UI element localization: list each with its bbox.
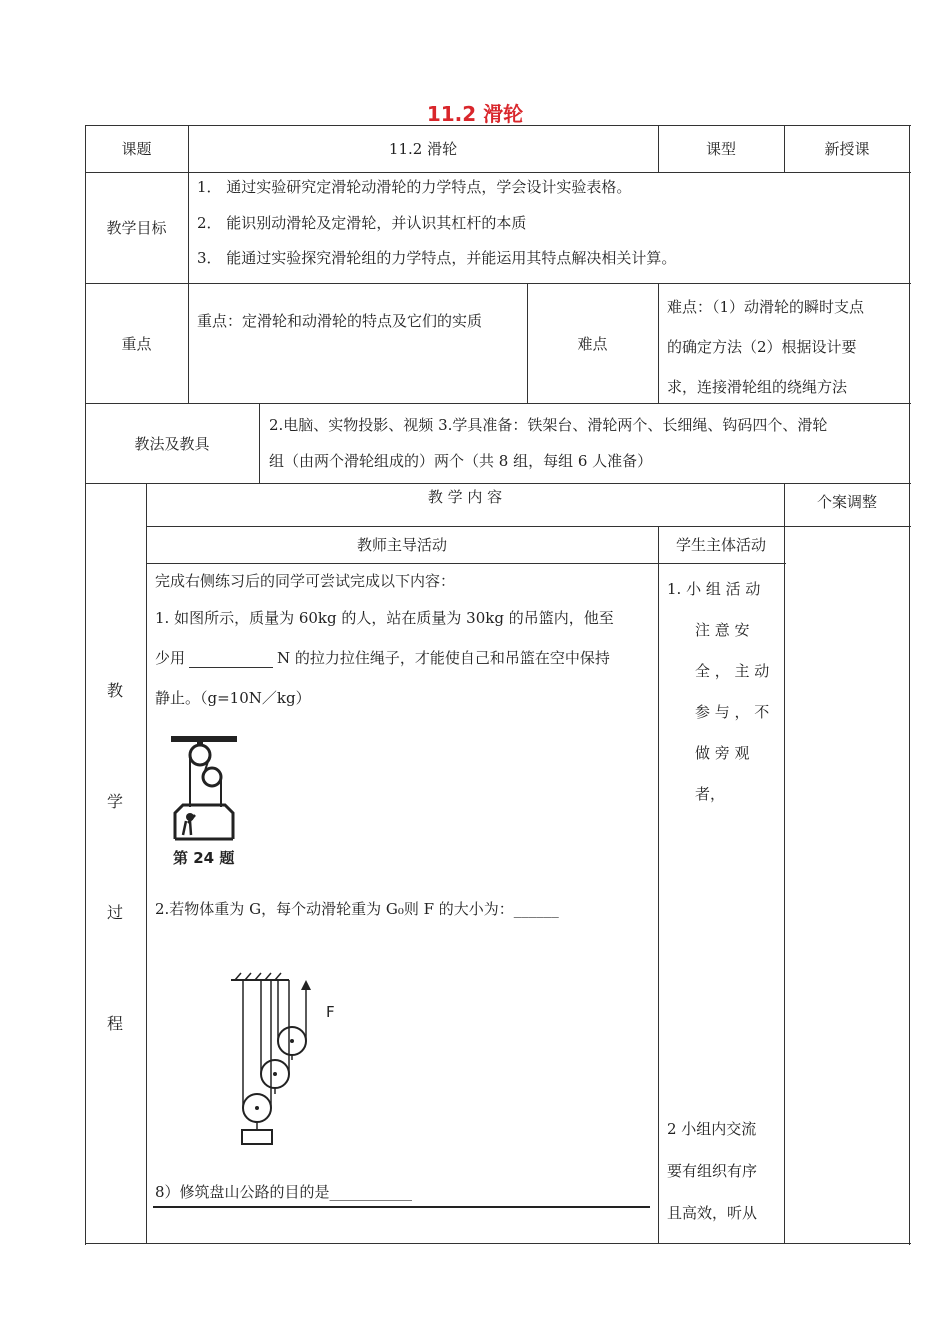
adjust-header: 个案调整 <box>816 492 877 511</box>
student-activity-1: 1. 小 组 活 动 注 意 安 全 ， 主 动 参 与 ， 不 做 旁 观 者， <box>667 580 770 803</box>
process-label-char: 教 <box>106 681 123 700</box>
student-activity-2: 2 小组内交流 要有组织有序 且高效，听从 <box>667 1120 758 1222</box>
difficulty-content: 难点：（1）动滑轮的瞬时支点 的确定方法（2）根据设计要 求，连接滑轮组的绕绳方法 <box>667 298 865 396</box>
topic-value: 11.2 滑轮 <box>388 140 458 158</box>
teacher-header: 教师主导活动 <box>356 536 447 554</box>
content-header: 教 学 内 容 <box>427 487 503 506</box>
lesson-type-label: 课型 <box>705 140 736 158</box>
difficulty-label: 难点 <box>577 334 608 353</box>
methods-content: 2.电脑、实物投影、视频 3.学具准备：铁架台、滑轮两个、长细绳、钩码四个、滑轮 组（由两个滑轮组成的）两个（共 8 组，每组 6 人准备） <box>269 416 828 470</box>
goal-item: 2． 能识别动滑轮及定滑轮，并认识其杠杆的本质 <box>197 214 527 232</box>
keypoints-label: 重点 <box>121 334 152 353</box>
basket-pulley-figure <box>169 735 239 865</box>
goals-label: 教学目标 <box>106 219 167 237</box>
process-label-char: 过 <box>106 903 123 922</box>
pulley-system-figure <box>225 970 325 1150</box>
lesson-type-value: 新授课 <box>824 140 870 158</box>
page-title: 11.2 滑轮 <box>426 102 524 126</box>
process-label-char: 学 <box>106 792 123 811</box>
question-2: 2.若物体重为 G，每个动滑轮重为 G₀则 F 的大小为：______ <box>155 900 559 918</box>
methods-label: 教法及教具 <box>134 434 210 453</box>
topic-label: 课题 <box>121 140 152 158</box>
figure-1-caption: 第 24 题 <box>173 849 235 867</box>
force-label: F <box>326 1003 335 1021</box>
question-8: 8）修筑盘山公路的目的是___________ <box>155 1183 413 1201</box>
question-1-cont: 少用 N 的拉力拉住绳子，才能使自己和吊篮在空中保持 <box>155 649 610 667</box>
question-1: 1. 如图所示，质量为 60kg 的人，站在质量为 30kg 的吊篮内，他至 <box>155 609 614 627</box>
keypoints-content: 重点：定滑轮和动滑轮的特点及它们的实质 <box>197 312 483 330</box>
goal-item: 1． 通过实验研究定滑轮动滑轮的力学特点，学会设计实验表格。 <box>197 178 632 196</box>
question-1-cont: 静止。（g=10N／kg） <box>155 689 311 707</box>
teacher-intro: 完成右侧练习后的同学可尝试完成以下内容： <box>155 572 456 590</box>
process-label-char: 程 <box>106 1014 123 1033</box>
answer-blank <box>189 653 273 668</box>
lesson-plan-table <box>85 125 911 1245</box>
goal-item: 3． 能通过实验探究滑轮组的力学特点，并能运用其特点解决相关计算。 <box>197 249 677 267</box>
student-header: 学生主体活动 <box>675 536 766 554</box>
